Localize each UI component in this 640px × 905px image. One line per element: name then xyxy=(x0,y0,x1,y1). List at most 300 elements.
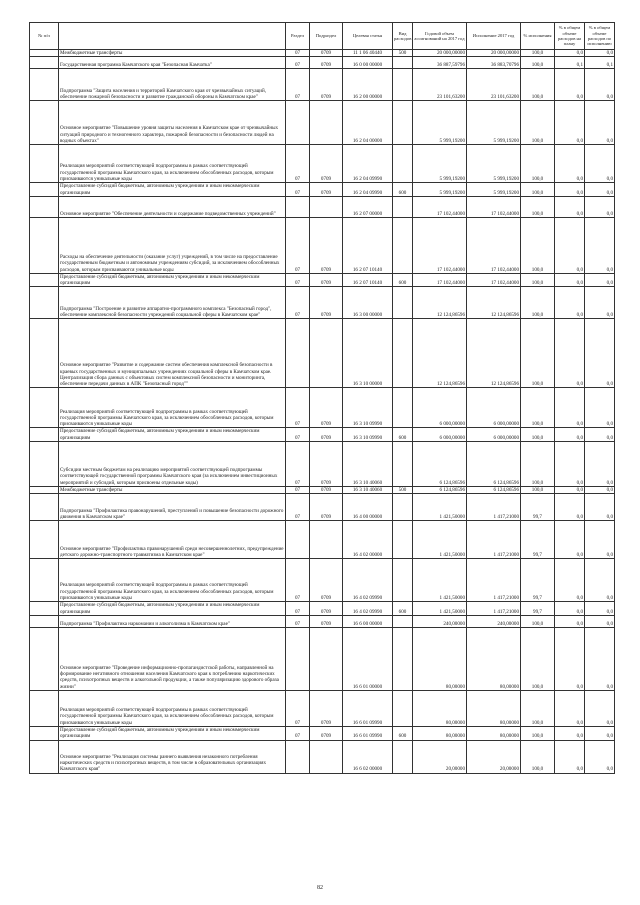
cell-name: Основное мероприятие "Проведение информационно-пропагандистской работы, направленной на формирование негативного отношения населения Камчатского края к потреблению наркотических средств, психотропных веществ и алкогольной продукции, а также популяризацию здорового образа жизни" xyxy=(59,627,286,690)
cell-share-plan: 0,0 xyxy=(555,273,585,287)
cell-csr: 16 0 00 00000 xyxy=(343,57,393,69)
cell-share-plan: 0,0 xyxy=(555,388,585,428)
table-row xyxy=(30,494,615,521)
cell-share-exec: 0,0 xyxy=(585,145,615,183)
cell-share-plan: 0,0 xyxy=(555,196,585,217)
cell-vr xyxy=(393,196,413,217)
cell-num xyxy=(30,627,59,690)
cell-vr: 600 xyxy=(393,726,413,740)
page-number: 82 xyxy=(317,885,323,891)
cell-pct: 100,0 xyxy=(521,615,555,627)
cell-csr: 11 1 06 40440 xyxy=(343,50,393,57)
cell-pct: 99,7 xyxy=(521,521,555,559)
cell-share-plan: 0,0 xyxy=(555,627,585,690)
cell-plan: 6 000,00000 xyxy=(413,428,467,442)
cell-exec: 80,00000 xyxy=(467,690,521,726)
cell-share-plan: 0,0 xyxy=(555,726,585,740)
cell-num xyxy=(30,487,59,494)
cell-pct: 100,0 xyxy=(521,57,555,69)
cell-share-exec: 0,1 xyxy=(585,57,615,69)
cell-num xyxy=(30,287,59,319)
cell-vr xyxy=(393,145,413,183)
cell-name: Основное мероприятие "Повышение уровня защиты населения в Камчатском крае от чрезвычайных ситуаций природного и техногенного характера, пожарной безопасности и безопасности людей на водных объектах" xyxy=(59,101,286,145)
cell-share-plan: 0,0 xyxy=(555,183,585,197)
cell-share-plan: 0,0 xyxy=(555,615,585,627)
cell-pct: 100,0 xyxy=(521,740,555,773)
cell-plan: 12 124,86596 xyxy=(413,319,467,388)
cell-share-plan: 0,0 xyxy=(555,442,585,487)
cell-podrazdel: 0709 xyxy=(310,559,343,602)
cell-razdel: 07 xyxy=(286,442,310,487)
cell-plan: 20,00000 xyxy=(413,740,467,773)
table-row xyxy=(30,183,615,197)
cell-share-plan: 0,0 xyxy=(555,494,585,521)
cell-num xyxy=(30,726,59,740)
table-row xyxy=(30,101,615,145)
cell-exec: 6 000,00000 xyxy=(467,428,521,442)
cell-plan: 1 421,50000 xyxy=(413,521,467,559)
cell-name: Основное мероприятие "Обеспечение деятельности и содержание подведомственных учреждений" xyxy=(59,196,286,217)
header-podrazdel: Подраздел xyxy=(310,23,343,50)
cell-pct: 100,0 xyxy=(521,287,555,319)
cell-plan: 20 000,00000 xyxy=(413,50,467,57)
cell-vr xyxy=(393,319,413,388)
table-row xyxy=(30,69,615,101)
cell-pct: 100,0 xyxy=(521,627,555,690)
cell-plan: 17 102,44000 xyxy=(413,196,467,217)
cell-num xyxy=(30,740,59,773)
cell-csr: 16 6 01 09990 xyxy=(343,726,393,740)
table-header-row xyxy=(30,23,615,50)
cell-exec: 1 417,21000 xyxy=(467,602,521,616)
cell-exec: 5 999,19200 xyxy=(467,101,521,145)
cell-plan: 80,00000 xyxy=(413,726,467,740)
cell-csr: 16 6 02 00000 xyxy=(343,740,393,773)
table-row xyxy=(30,559,615,602)
cell-pct: 100,0 xyxy=(521,196,555,217)
cell-csr: 16 6 01 00000 xyxy=(343,627,393,690)
cell-podrazdel xyxy=(310,101,343,145)
cell-razdel: 07 xyxy=(286,183,310,197)
cell-plan: 5 999,19200 xyxy=(413,145,467,183)
budget-table xyxy=(29,22,615,774)
cell-exec: 12 124,86596 xyxy=(467,287,521,319)
cell-name: Предоставление субсидий бюджетным, автономным учреждениям и иным некоммерческим организациям xyxy=(59,602,286,616)
header-vr: Вид расходов xyxy=(393,23,413,50)
cell-name: Основное мероприятие "Профилактика правонарушений среди несовершеннолетних, предупреждение детского дорожно-транспортного травматизма в Камчатском крае" xyxy=(59,521,286,559)
cell-share-exec: 0,0 xyxy=(585,726,615,740)
cell-exec: 5 999,19200 xyxy=(467,145,521,183)
cell-exec: 80,00000 xyxy=(467,627,521,690)
cell-vr xyxy=(393,494,413,521)
cell-share-plan: 0,0 xyxy=(555,487,585,494)
cell-csr: 16 6 01 09990 xyxy=(343,690,393,726)
cell-name: Предоставление субсидий бюджетным, автономным учреждениям и иным некоммерческим организациям xyxy=(59,183,286,197)
cell-podrazdel xyxy=(310,196,343,217)
header-exec: Исполнение 2017 год xyxy=(467,23,521,50)
cell-name: Субсидии местным бюджетам на реализацию мероприятий соответствующей подпрограммы соответствующей государственной программы Камчатского края (за исключением инвестиционных мероприятий и субсидий, которым присвоены отдельные коды) xyxy=(59,442,286,487)
cell-pct: 100,0 xyxy=(521,428,555,442)
cell-vr xyxy=(393,627,413,690)
cell-podrazdel: 0709 xyxy=(310,690,343,726)
cell-share-exec: 0,0 xyxy=(585,196,615,217)
cell-podrazdel: 0709 xyxy=(310,494,343,521)
table-row xyxy=(30,217,615,273)
cell-podrazdel: 0709 xyxy=(310,217,343,273)
cell-vr xyxy=(393,521,413,559)
cell-podrazdel: 0709 xyxy=(310,487,343,494)
cell-name: Предоставление субсидий бюджетным, автономным учреждениям и иным некоммерческим организациям xyxy=(59,726,286,740)
table-body xyxy=(30,50,615,774)
cell-pct: 99,7 xyxy=(521,602,555,616)
cell-num xyxy=(30,442,59,487)
cell-vr: 500 xyxy=(393,50,413,57)
cell-podrazdel: 0709 xyxy=(310,57,343,69)
cell-exec: 1 417,21000 xyxy=(467,494,521,521)
table-row xyxy=(30,428,615,442)
cell-plan: 1 421,50000 xyxy=(413,494,467,521)
cell-podrazdel: 0709 xyxy=(310,273,343,287)
cell-num xyxy=(30,559,59,602)
cell-exec: 17 102,44000 xyxy=(467,273,521,287)
table-row xyxy=(30,602,615,616)
cell-vr xyxy=(393,287,413,319)
cell-csr: 16 3 10 40060 xyxy=(343,442,393,487)
cell-exec: 6 124,86596 xyxy=(467,487,521,494)
cell-plan: 23 101,63200 xyxy=(413,69,467,101)
cell-podrazdel: 0709 xyxy=(310,726,343,740)
cell-share-plan: 0,0 xyxy=(555,559,585,602)
header-razdel: Раздел xyxy=(286,23,310,50)
cell-share-exec: 0,0 xyxy=(585,442,615,487)
cell-share-exec: 0,0 xyxy=(585,521,615,559)
cell-exec: 5 999,19200 xyxy=(467,183,521,197)
cell-razdel: 07 xyxy=(286,57,310,69)
cell-exec: 12 124,86596 xyxy=(467,319,521,388)
cell-csr: 16 3 10 09990 xyxy=(343,428,393,442)
cell-num xyxy=(30,494,59,521)
cell-exec: 1 417,21000 xyxy=(467,521,521,559)
cell-pct: 99,7 xyxy=(521,559,555,602)
cell-pct: 100,0 xyxy=(521,101,555,145)
cell-pct: 100,0 xyxy=(521,145,555,183)
cell-razdel xyxy=(286,627,310,690)
cell-csr: 16 2 00 00000 xyxy=(343,69,393,101)
cell-exec: 17 102,44000 xyxy=(467,217,521,273)
cell-vr xyxy=(393,740,413,773)
cell-share-exec: 0,0 xyxy=(585,273,615,287)
table-row xyxy=(30,487,615,494)
cell-podrazdel: 0709 xyxy=(310,428,343,442)
cell-num xyxy=(30,183,59,197)
table-row xyxy=(30,726,615,740)
cell-plan: 12 124,86596 xyxy=(413,287,467,319)
cell-csr: 16 4 02 09990 xyxy=(343,559,393,602)
cell-pct: 100,0 xyxy=(521,217,555,273)
cell-vr xyxy=(393,69,413,101)
cell-csr: 16 4 00 00000 xyxy=(343,494,393,521)
cell-share-exec: 0,0 xyxy=(585,487,615,494)
cell-plan: 240,00000 xyxy=(413,615,467,627)
cell-pct: 100,0 xyxy=(521,690,555,726)
cell-plan: 36 887,59796 xyxy=(413,57,467,69)
cell-razdel: 07 xyxy=(286,217,310,273)
cell-share-plan: 0,0 xyxy=(555,428,585,442)
cell-vr xyxy=(393,57,413,69)
cell-share-plan: 0,0 xyxy=(555,319,585,388)
cell-vr xyxy=(393,101,413,145)
cell-share-plan: 0,1 xyxy=(555,57,585,69)
cell-share-exec: 0,0 xyxy=(585,69,615,101)
cell-share-plan: 0,0 xyxy=(555,145,585,183)
cell-num xyxy=(30,273,59,287)
cell-num xyxy=(30,602,59,616)
cell-vr: 600 xyxy=(393,602,413,616)
cell-razdel: 07 xyxy=(286,559,310,602)
cell-plan: 17 102,44000 xyxy=(413,273,467,287)
cell-share-plan: 0,0 xyxy=(555,740,585,773)
cell-razdel: 07 xyxy=(286,287,310,319)
cell-plan: 1 421,50000 xyxy=(413,602,467,616)
cell-share-exec: 0,0 xyxy=(585,627,615,690)
table-row xyxy=(30,627,615,690)
cell-share-plan: 0,0 xyxy=(555,690,585,726)
cell-razdel: 07 xyxy=(286,494,310,521)
cell-vr xyxy=(393,615,413,627)
header-plan: Годовой объем ассигнований на 2017 год xyxy=(413,23,467,50)
cell-pct: 100,0 xyxy=(521,50,555,57)
cell-csr: 16 2 04 09990 xyxy=(343,145,393,183)
cell-name: Реализация мероприятий соответствующей подпрограммы в рамках соответствующей государственной программы Камчатского края, за исключением обособленных расходов, которым присваиваются уникальные коды xyxy=(59,559,286,602)
table-row xyxy=(30,273,615,287)
cell-razdel: 07 xyxy=(286,615,310,627)
cell-exec: 1 417,21000 xyxy=(467,559,521,602)
cell-vr xyxy=(393,442,413,487)
cell-share-plan: 0,0 xyxy=(555,50,585,57)
table-row xyxy=(30,287,615,319)
cell-pct: 100,0 xyxy=(521,442,555,487)
cell-share-exec: 0,0 xyxy=(585,690,615,726)
cell-pct: 100,0 xyxy=(521,487,555,494)
cell-name: Реализация мероприятий соответствующей подпрограммы в рамках соответствующей государственной программы Камчатского края, за исключением обособленных расходов, которым присваиваются уникальные коды xyxy=(59,145,286,183)
cell-num xyxy=(30,101,59,145)
cell-share-exec: 0,0 xyxy=(585,101,615,145)
table-row xyxy=(30,521,615,559)
cell-name: Реализация мероприятий соответствующей подпрограммы в рамках соответствующей государственной программы Камчатского края, за исключением обособленных расходов, которым присваиваются уникальные коды xyxy=(59,388,286,428)
cell-num xyxy=(30,521,59,559)
cell-csr: 16 2 07 10140 xyxy=(343,273,393,287)
cell-razdel xyxy=(286,521,310,559)
table-row xyxy=(30,145,615,183)
cell-name: Основное мероприятие "Развитие и содержание систем обеспечения комплексной безопасности в краевых государственных и муниципальных учреждениях социальной сферы в Камчатском крае. Централизация сбора данных с объектовых систем комплексной безопасности и мониторинга, обеспечение передачи данных в АПК "Безопасный город"" xyxy=(59,319,286,388)
cell-num xyxy=(30,388,59,428)
cell-plan: 80,00000 xyxy=(413,627,467,690)
cell-share-exec: 0,0 xyxy=(585,615,615,627)
cell-exec: 20 000,00000 xyxy=(467,50,521,57)
cell-pct: 100,0 xyxy=(521,69,555,101)
cell-csr: 16 2 04 00000 xyxy=(343,101,393,145)
cell-share-exec: 0,0 xyxy=(585,50,615,57)
cell-csr: 16 4 02 00000 xyxy=(343,521,393,559)
header-share-exec: % в общем объеме расходов по исполнению xyxy=(585,23,615,50)
cell-num xyxy=(30,57,59,69)
cell-pct: 100,0 xyxy=(521,388,555,428)
cell-podrazdel: 0709 xyxy=(310,69,343,101)
table-row xyxy=(30,388,615,428)
cell-name: Реализация мероприятий соответствующей подпрограммы в рамках соответствующей государственной программы Камчатского края, за исключением обособленных расходов, которым присваиваются уникальные коды xyxy=(59,690,286,726)
cell-razdel: 07 xyxy=(286,273,310,287)
cell-vr: 600 xyxy=(393,273,413,287)
cell-podrazdel: 0709 xyxy=(310,615,343,627)
cell-vr: 600 xyxy=(393,183,413,197)
cell-exec: 20,00000 xyxy=(467,740,521,773)
cell-exec: 17 102,44000 xyxy=(467,196,521,217)
cell-share-exec: 0,0 xyxy=(585,217,615,273)
cell-num xyxy=(30,319,59,388)
cell-pct: 100,0 xyxy=(521,726,555,740)
cell-podrazdel xyxy=(310,319,343,388)
cell-plan: 5 999,19200 xyxy=(413,183,467,197)
cell-share-plan: 0,0 xyxy=(555,287,585,319)
table-row xyxy=(30,196,615,217)
cell-razdel: 07 xyxy=(286,145,310,183)
cell-share-plan: 0,0 xyxy=(555,521,585,559)
cell-razdel xyxy=(286,196,310,217)
cell-podrazdel: 0709 xyxy=(310,145,343,183)
cell-plan: 5 999,19200 xyxy=(413,101,467,145)
cell-exec: 80,00000 xyxy=(467,726,521,740)
cell-podrazdel: 0709 xyxy=(310,602,343,616)
cell-name: Предоставление субсидий бюджетным, автономным учреждениям и иным некоммерческим организациям xyxy=(59,428,286,442)
cell-share-exec: 0,0 xyxy=(585,602,615,616)
cell-csr: 16 3 00 00000 xyxy=(343,287,393,319)
cell-num xyxy=(30,69,59,101)
cell-plan: 1 421,50000 xyxy=(413,559,467,602)
cell-exec: 23 101,63200 xyxy=(467,69,521,101)
cell-podrazdel: 0709 xyxy=(310,287,343,319)
cell-name: Межбюджетные трансферты xyxy=(59,50,286,57)
cell-name: Подпрограмма "Защита населения и территорий Камчатского края от чрезвычайных ситуаций, обеспечение пожарной безопасности и развитие гражданской обороны в Камчатском крае" xyxy=(59,69,286,101)
cell-podrazdel: 0709 xyxy=(310,183,343,197)
cell-razdel xyxy=(286,319,310,388)
cell-csr: 16 3 10 09990 xyxy=(343,388,393,428)
cell-podrazdel: 0709 xyxy=(310,50,343,57)
cell-podrazdel xyxy=(310,627,343,690)
cell-csr: 16 2 04 09990 xyxy=(343,183,393,197)
cell-plan: 80,00000 xyxy=(413,690,467,726)
cell-csr: 16 2 07 00000 xyxy=(343,196,393,217)
cell-share-exec: 0,0 xyxy=(585,388,615,428)
cell-vr xyxy=(393,559,413,602)
cell-exec: 6 124,86596 xyxy=(467,442,521,487)
cell-pct: 100,0 xyxy=(521,273,555,287)
cell-csr: 16 3 10 40060 xyxy=(343,487,393,494)
cell-razdel xyxy=(286,101,310,145)
cell-plan: 17 102,44000 xyxy=(413,217,467,273)
cell-razdel xyxy=(286,740,310,773)
header-num: № п/п xyxy=(30,23,59,50)
cell-name: Подпрограмма "Профилактика наркомании и алкоголизма в Камчатском крае" xyxy=(59,615,286,627)
cell-plan: 6 000,00000 xyxy=(413,388,467,428)
cell-name: Основное мероприятие "Реализация системы раннего выявления незаконного потребления наркотических средств и психотропных веществ, в том числе в образовательных организациях Камчатского края" xyxy=(59,740,286,773)
cell-share-exec: 0,0 xyxy=(585,428,615,442)
header-csr: Целевая статья xyxy=(343,23,393,50)
cell-vr xyxy=(393,217,413,273)
cell-pct: 100,0 xyxy=(521,319,555,388)
cell-share-exec: 0,0 xyxy=(585,494,615,521)
header-name xyxy=(59,23,286,50)
cell-razdel: 07 xyxy=(286,726,310,740)
table-row xyxy=(30,319,615,388)
cell-csr: 16 4 02 09990 xyxy=(343,602,393,616)
table-row xyxy=(30,442,615,487)
cell-pct: 100,0 xyxy=(521,183,555,197)
cell-razdel: 07 xyxy=(286,690,310,726)
cell-podrazdel: 0709 xyxy=(310,442,343,487)
cell-podrazdel xyxy=(310,740,343,773)
cell-num xyxy=(30,50,59,57)
table-row xyxy=(30,690,615,726)
cell-share-plan: 0,0 xyxy=(555,69,585,101)
cell-num xyxy=(30,428,59,442)
cell-share-exec: 0,0 xyxy=(585,559,615,602)
table-row xyxy=(30,740,615,773)
cell-vr: 500 xyxy=(393,487,413,494)
cell-name: Подпрограмма "Построение и развитие аппаратно-программного комплекса "Безопасный город", обеспечение комплексной безопасности учреждений социальной сферы в Камчатском крае" xyxy=(59,287,286,319)
cell-exec: 36 883,70796 xyxy=(467,57,521,69)
cell-name: Предоставление субсидий бюджетным, автономным учреждениям и иным некоммерческим организациям xyxy=(59,273,286,287)
cell-num xyxy=(30,145,59,183)
cell-razdel: 07 xyxy=(286,69,310,101)
cell-exec: 240,00000 xyxy=(467,615,521,627)
cell-podrazdel: 0709 xyxy=(310,388,343,428)
cell-razdel: 07 xyxy=(286,50,310,57)
cell-podrazdel xyxy=(310,521,343,559)
cell-share-exec: 0,0 xyxy=(585,319,615,388)
cell-name: Подпрограмма "Профилактика правонарушений, преступлений и повышение безопасности дорожного движения в Камчатском крае" xyxy=(59,494,286,521)
cell-razdel: 07 xyxy=(286,602,310,616)
cell-name: Государственная программа Камчатского края "Безопасная Камчатка" xyxy=(59,57,286,69)
cell-csr: 16 6 00 00000 xyxy=(343,615,393,627)
table-row xyxy=(30,50,615,57)
cell-plan: 6 124,86596 xyxy=(413,487,467,494)
header-share-plan: % в общем объеме расходов на плану xyxy=(555,23,585,50)
cell-razdel: 07 xyxy=(286,388,310,428)
cell-plan: 6 124,86596 xyxy=(413,442,467,487)
table-row xyxy=(30,615,615,627)
cell-pct: 99,7 xyxy=(521,494,555,521)
cell-num xyxy=(30,690,59,726)
cell-share-exec: 0,0 xyxy=(585,740,615,773)
cell-num xyxy=(30,615,59,627)
cell-vr xyxy=(393,388,413,428)
cell-csr: 16 3 10 00000 xyxy=(343,319,393,388)
cell-exec: 6 000,00000 xyxy=(467,388,521,428)
cell-csr: 16 2 07 10140 xyxy=(343,217,393,273)
cell-num xyxy=(30,217,59,273)
cell-name: Расходы на обеспечение деятельности (оказание услуг) учреждений, в том числе на предоставление государственным бюджетным и автономным учреждениям субсидий, за исключением обособленных расходов, которым присваиваются уникальные коды xyxy=(59,217,286,273)
cell-name: Межбюджетные трансферты xyxy=(59,487,286,494)
header-pct: % исполнения xyxy=(521,23,555,50)
cell-num xyxy=(30,196,59,217)
cell-share-exec: 0,0 xyxy=(585,183,615,197)
cell-share-exec: 0,0 xyxy=(585,287,615,319)
cell-vr: 600 xyxy=(393,428,413,442)
cell-share-plan: 0,0 xyxy=(555,101,585,145)
cell-share-plan: 0,0 xyxy=(555,217,585,273)
cell-razdel: 07 xyxy=(286,428,310,442)
cell-razdel: 07 xyxy=(286,487,310,494)
